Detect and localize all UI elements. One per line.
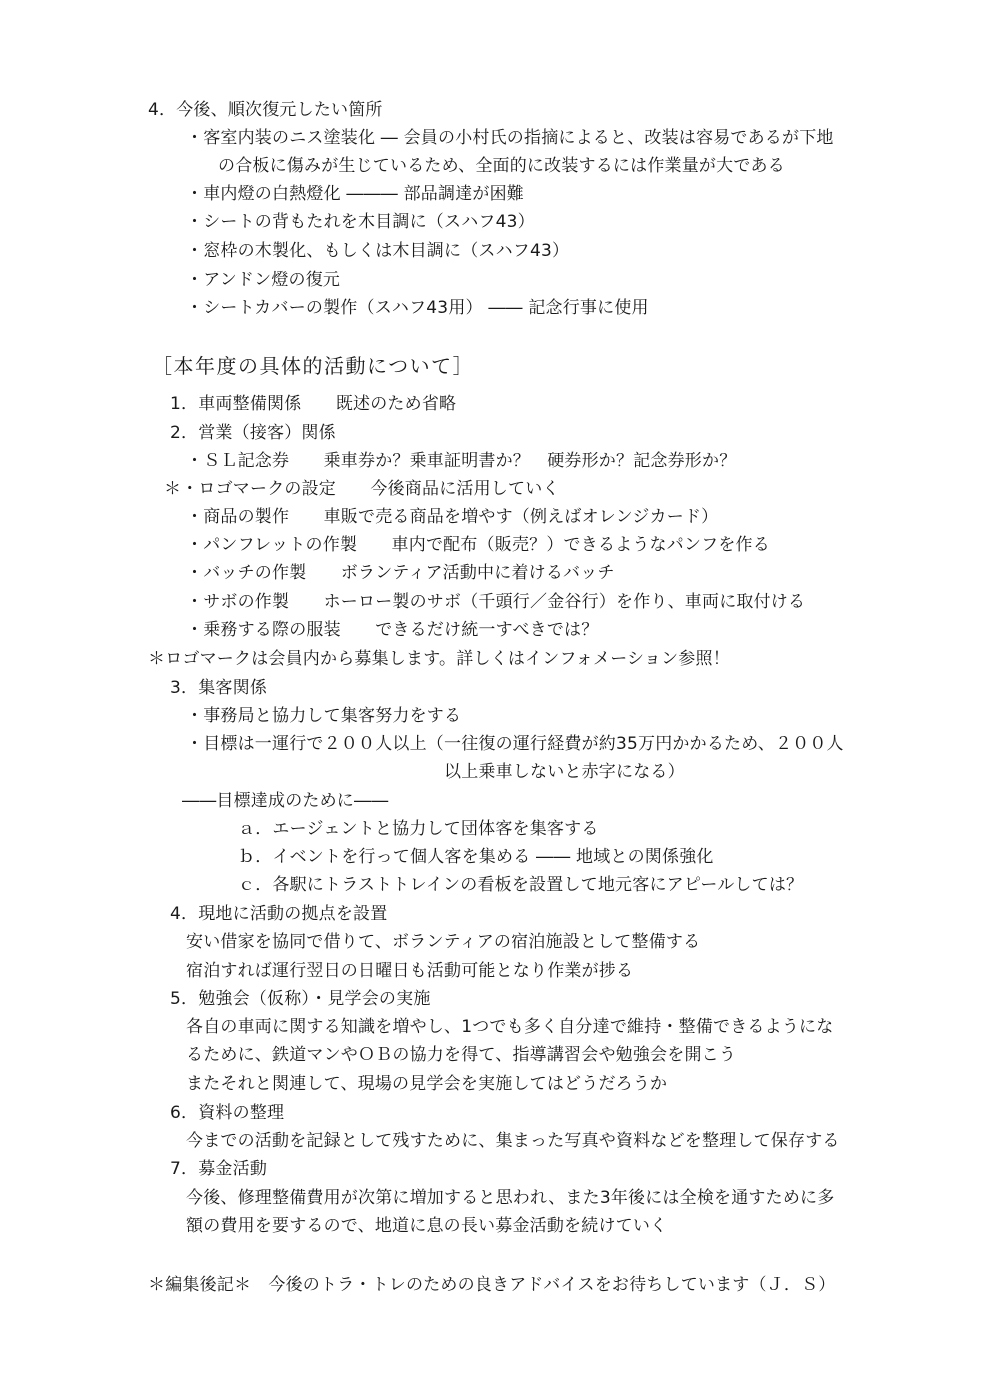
activity-4-line: 安い借家を協同で借りて、ボランティアの宿泊施設として整備する	[186, 932, 701, 952]
activity-3-item: ・目標は一運行で２００人以上（一往復の運行経費が約35万円かかるため、２００人	[186, 734, 844, 754]
activities-title: ［本年度の具体的活動について］	[152, 354, 475, 378]
section4-item: ・シートカバーの製作（スハフ43用） ―― 記念行事に使用	[186, 298, 649, 318]
section4-item: ・車内燈の白熱燈化 ――― 部品調達が困難	[186, 184, 525, 204]
activity-2-item: ・商品の製作 車販で売る商品を増やす（例えばオレンジカード）	[186, 507, 719, 527]
activity-3-item-continued: 以上乗車しないと赤字になる）	[444, 762, 685, 782]
activity-7-heading: 7．募金活動	[170, 1159, 268, 1179]
activity-4-heading: 4．現地に活動の拠点を設置	[170, 904, 388, 924]
activity-3-heading: 3．集客関係	[170, 678, 268, 698]
activity-6-heading: 6．資料の整理	[170, 1103, 285, 1123]
activity-3-sub-item: ｃ．各駅にトラストトレインの看板を設置して地元客にアピールしては？	[238, 875, 804, 895]
logo-note: ＊ロゴマークは会員内から募集します。詳しくはインフォメーション参照！	[148, 649, 730, 669]
activity-3-sub-item: ｂ．イベントを行って個人客を集める ―― 地域との関係強化	[238, 847, 714, 867]
activity-3-sub-heading: ――目標達成のために――	[182, 791, 389, 811]
activity-2-item: ＊・ロゴマークの設定 今後商品に活用していく	[164, 479, 560, 499]
activity-4-line: 宿泊すれば運行翌日の日曜日も活動可能となり作業が捗る	[186, 961, 634, 981]
activity-2-item: ・乗務する際の服装 できるだけ統一すべきでは？	[186, 620, 599, 640]
activity-5-heading: 5．勉強会（仮称）・見学会の実施	[170, 989, 431, 1009]
activity-2-item: ・サボの作製 ホーロー製のサボ（千頭行／金谷行）を作り、車両に取付ける	[186, 592, 806, 612]
activity-2-heading: 2．営業（接客）関係	[170, 423, 336, 443]
section4-item: ・客室内装のニス塗装化 ― 会員の小村氏の指摘によると、改装は容易であるが下地	[186, 128, 834, 148]
activity-3-item: ・事務局と協力して集客努力をする	[186, 706, 462, 726]
activity-7-line: 額の費用を要するので、地道に息の長い募金活動を続けていく	[186, 1216, 668, 1236]
activity-3-sub-item: ａ．エージェントと協力して団体客を集客する	[238, 819, 599, 839]
section4-item: ・アンドン燈の復元	[186, 270, 341, 290]
section4-item-continued: の合板に傷みが生じているため、全面的に改装するには作業量が大である	[218, 156, 785, 176]
activity-2-item: ・バッチの作製 ボランティア活動中に着けるバッチ	[186, 563, 615, 583]
activity-2-item: ・パンフレットの作製 車内で配布（販売？）できるようなパンフを作る	[186, 535, 770, 555]
section4-heading: 4．今後、順次復元したい箇所	[148, 100, 383, 120]
activity-5-line: またそれと関連して、現場の見学会を実施してはどうだろうか	[186, 1074, 668, 1094]
section4-item: ・窓枠の木製化、もしくは木目調に（スハフ43）	[186, 241, 570, 261]
activity-2-item: ・ＳＬ記念券 乗車券か？乗車証明書か？ 硬券形か？記念券形か？	[186, 451, 737, 471]
editor-postscript: ＊編集後記＊ 今後のトラ・トレのための良きアドバイスをお待ちしています（Ｊ．Ｓ）	[148, 1275, 836, 1295]
activity-5-line: るために、鉄道マンやＯＢの協力を得て、指導講習会や勉強会を開こう	[186, 1045, 737, 1065]
activity-6-line: 今までの活動を記録として残すために、集まった写真や資料などを整理して保存する	[186, 1131, 840, 1151]
activity-1: 1．車両整備関係 既述のため省略	[170, 394, 457, 414]
activity-7-line: 今後、修理整備費用が次第に増加すると思われ、また3年後には全検を通すために多	[186, 1188, 835, 1208]
section4-item: ・シートの背もたれを木目調に（スハフ43）	[186, 212, 535, 232]
activity-5-line: 各自の車両に関する知識を増やし、1つでも多く自分達で維持・整備できるようにな	[186, 1017, 834, 1037]
